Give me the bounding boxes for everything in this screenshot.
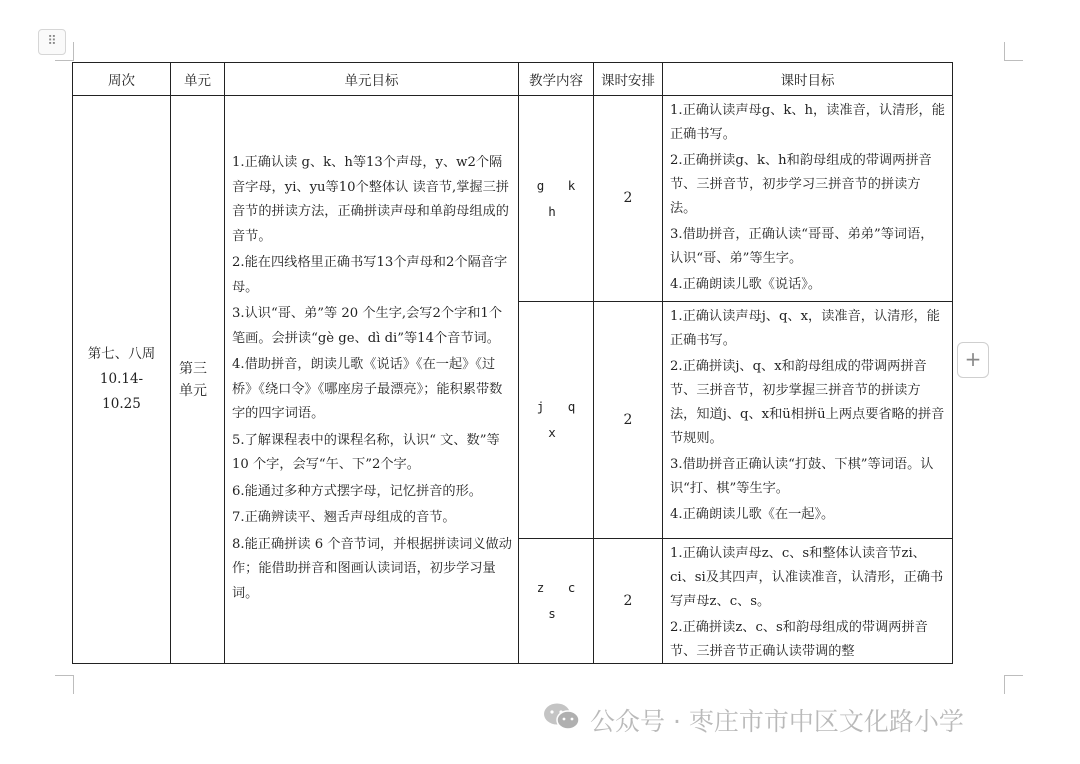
unit-goal-item: 2.能在四线格里正确书写13个声母和2个隔音字母。 [232, 255, 508, 295]
unit-goal-item: 1.正确认读 g、k、h等13个声母，y、w2个隔音字母，yi、yu等10个整体认 读音节,掌握三拼音节的拼读方法，正确拼读声母和单韵母组成的音节。 [232, 155, 509, 244]
unit-goal-item: 5.了解课程表中的课程名称，认识“ 文、数”等 10 个字，会写“午、下”2个字。 [232, 432, 500, 472]
header-unit-goals: 单元目标 [225, 63, 519, 96]
lesson-goals-cell [663, 302, 953, 539]
header-hours: 课时安排 [594, 63, 663, 96]
lesson-goals-cell [663, 539, 953, 664]
unit-goal-item: 6.能通过多种方式摆字母，记忆拼音的形。 [232, 483, 482, 499]
wechat-logo-icon [542, 701, 582, 739]
header-lesson-goals: 课时目标 [663, 63, 953, 96]
watermark-text: 公众号 · 枣庄市市中区文化路小学 [590, 707, 964, 736]
table-row [73, 96, 953, 302]
lesson-goal-item: 2.正确拼读g、k、h和韵母组成的带调两拼音节、三拼音节，初步学习三拼音节的拼读方法。 [670, 153, 932, 216]
add-column-button[interactable]: + [957, 342, 989, 378]
page-corner-mark [55, 675, 74, 694]
lesson-goal-item: 2.正确拼读z、c、s和韵母组成的带调两拼音节、三拼音节正确认读带调的整 [670, 620, 928, 659]
lesson-goal-item: 1.正确认读声母j、q、x，读准音，认清形，能正确书写。 [670, 309, 940, 348]
unit-cell [171, 96, 225, 664]
lesson-goal-item: 4.正确朗读儿歌《说话》。 [670, 277, 822, 292]
page-corner-mark [55, 42, 74, 61]
lesson-goal-item: 2.正确拼读j、q、x和韵母组成的带调两拼音节、三拼音节，初步掌握三拼音节的拼读方法，知道j、q、x和ü相拼ü上两点要省略的拼音节规则。 [670, 359, 945, 446]
drag-handle-icon[interactable]: ⠿ [38, 29, 66, 55]
unit-label: 第三单元 [179, 360, 207, 399]
content-cell: g k h [519, 96, 594, 302]
lesson-goal-item: 1.正确认读声母z、c、s和整体认读音节zi、ci、si及其四声，认准读准音，认清形，正确书写声母z、c、s。 [670, 546, 944, 609]
hours-cell: 2 [594, 96, 663, 302]
lesson-goal-item: 4.正确朗读儿歌《在一起》。 [670, 507, 835, 522]
content-cell: j q x [519, 302, 594, 539]
week-date-start: 10.14- [99, 371, 144, 387]
unit-goals-cell [225, 96, 519, 664]
lesson-goal-item: 3.借助拼音正确认读“打鼓、下棋”等词语。认识“打、棋”等生字。 [670, 457, 934, 496]
lesson-goal-item: 1.正确认读声母g、k、h，读准音，认清形，能正确书写。 [670, 103, 945, 142]
lesson-plan-table [72, 62, 953, 664]
week-label: 第七、八周 [87, 346, 156, 362]
week-cell [73, 96, 171, 664]
lesson-goal-item: 3.借助拼音，正确认读“哥哥、弟弟”等词语，认识“哥、弟”等生字。 [670, 227, 934, 266]
page-corner-mark [1004, 42, 1023, 61]
header-unit: 单元 [171, 63, 225, 96]
unit-goal-item: 3.认识“哥、弟”等 20 个生字,会写2个字和1个笔画。会拼读“gè ge、dì di”等14个音节词。 [232, 306, 503, 346]
hours-cell: 2 [594, 539, 663, 664]
header-content: 教学内容 [519, 63, 594, 96]
table-header-row [73, 63, 953, 96]
watermark [542, 700, 964, 740]
header-week: 周次 [73, 63, 171, 96]
lesson-goals-cell [663, 96, 953, 302]
unit-goal-item: 7.正确辨读平、翘舌声母组成的音节。 [232, 510, 456, 525]
unit-goal-item: 4.借助拼音，朗读儿歌《说话》《在一起》《过桥》《绕口令》《哪座房子最漂亮》；能积累带数字的四字词语。 [232, 357, 503, 421]
content-cell: z c s [519, 539, 594, 664]
unit-goal-item: 8.能正确拼读 6 个音节词，并根据拼读词义做动作；能借助拼音和图画认读词语，初步学习量词。 [232, 536, 512, 601]
hours-cell: 2 [594, 302, 663, 539]
week-date-end: 10.25 [102, 396, 141, 412]
page-corner-mark [1004, 675, 1023, 694]
